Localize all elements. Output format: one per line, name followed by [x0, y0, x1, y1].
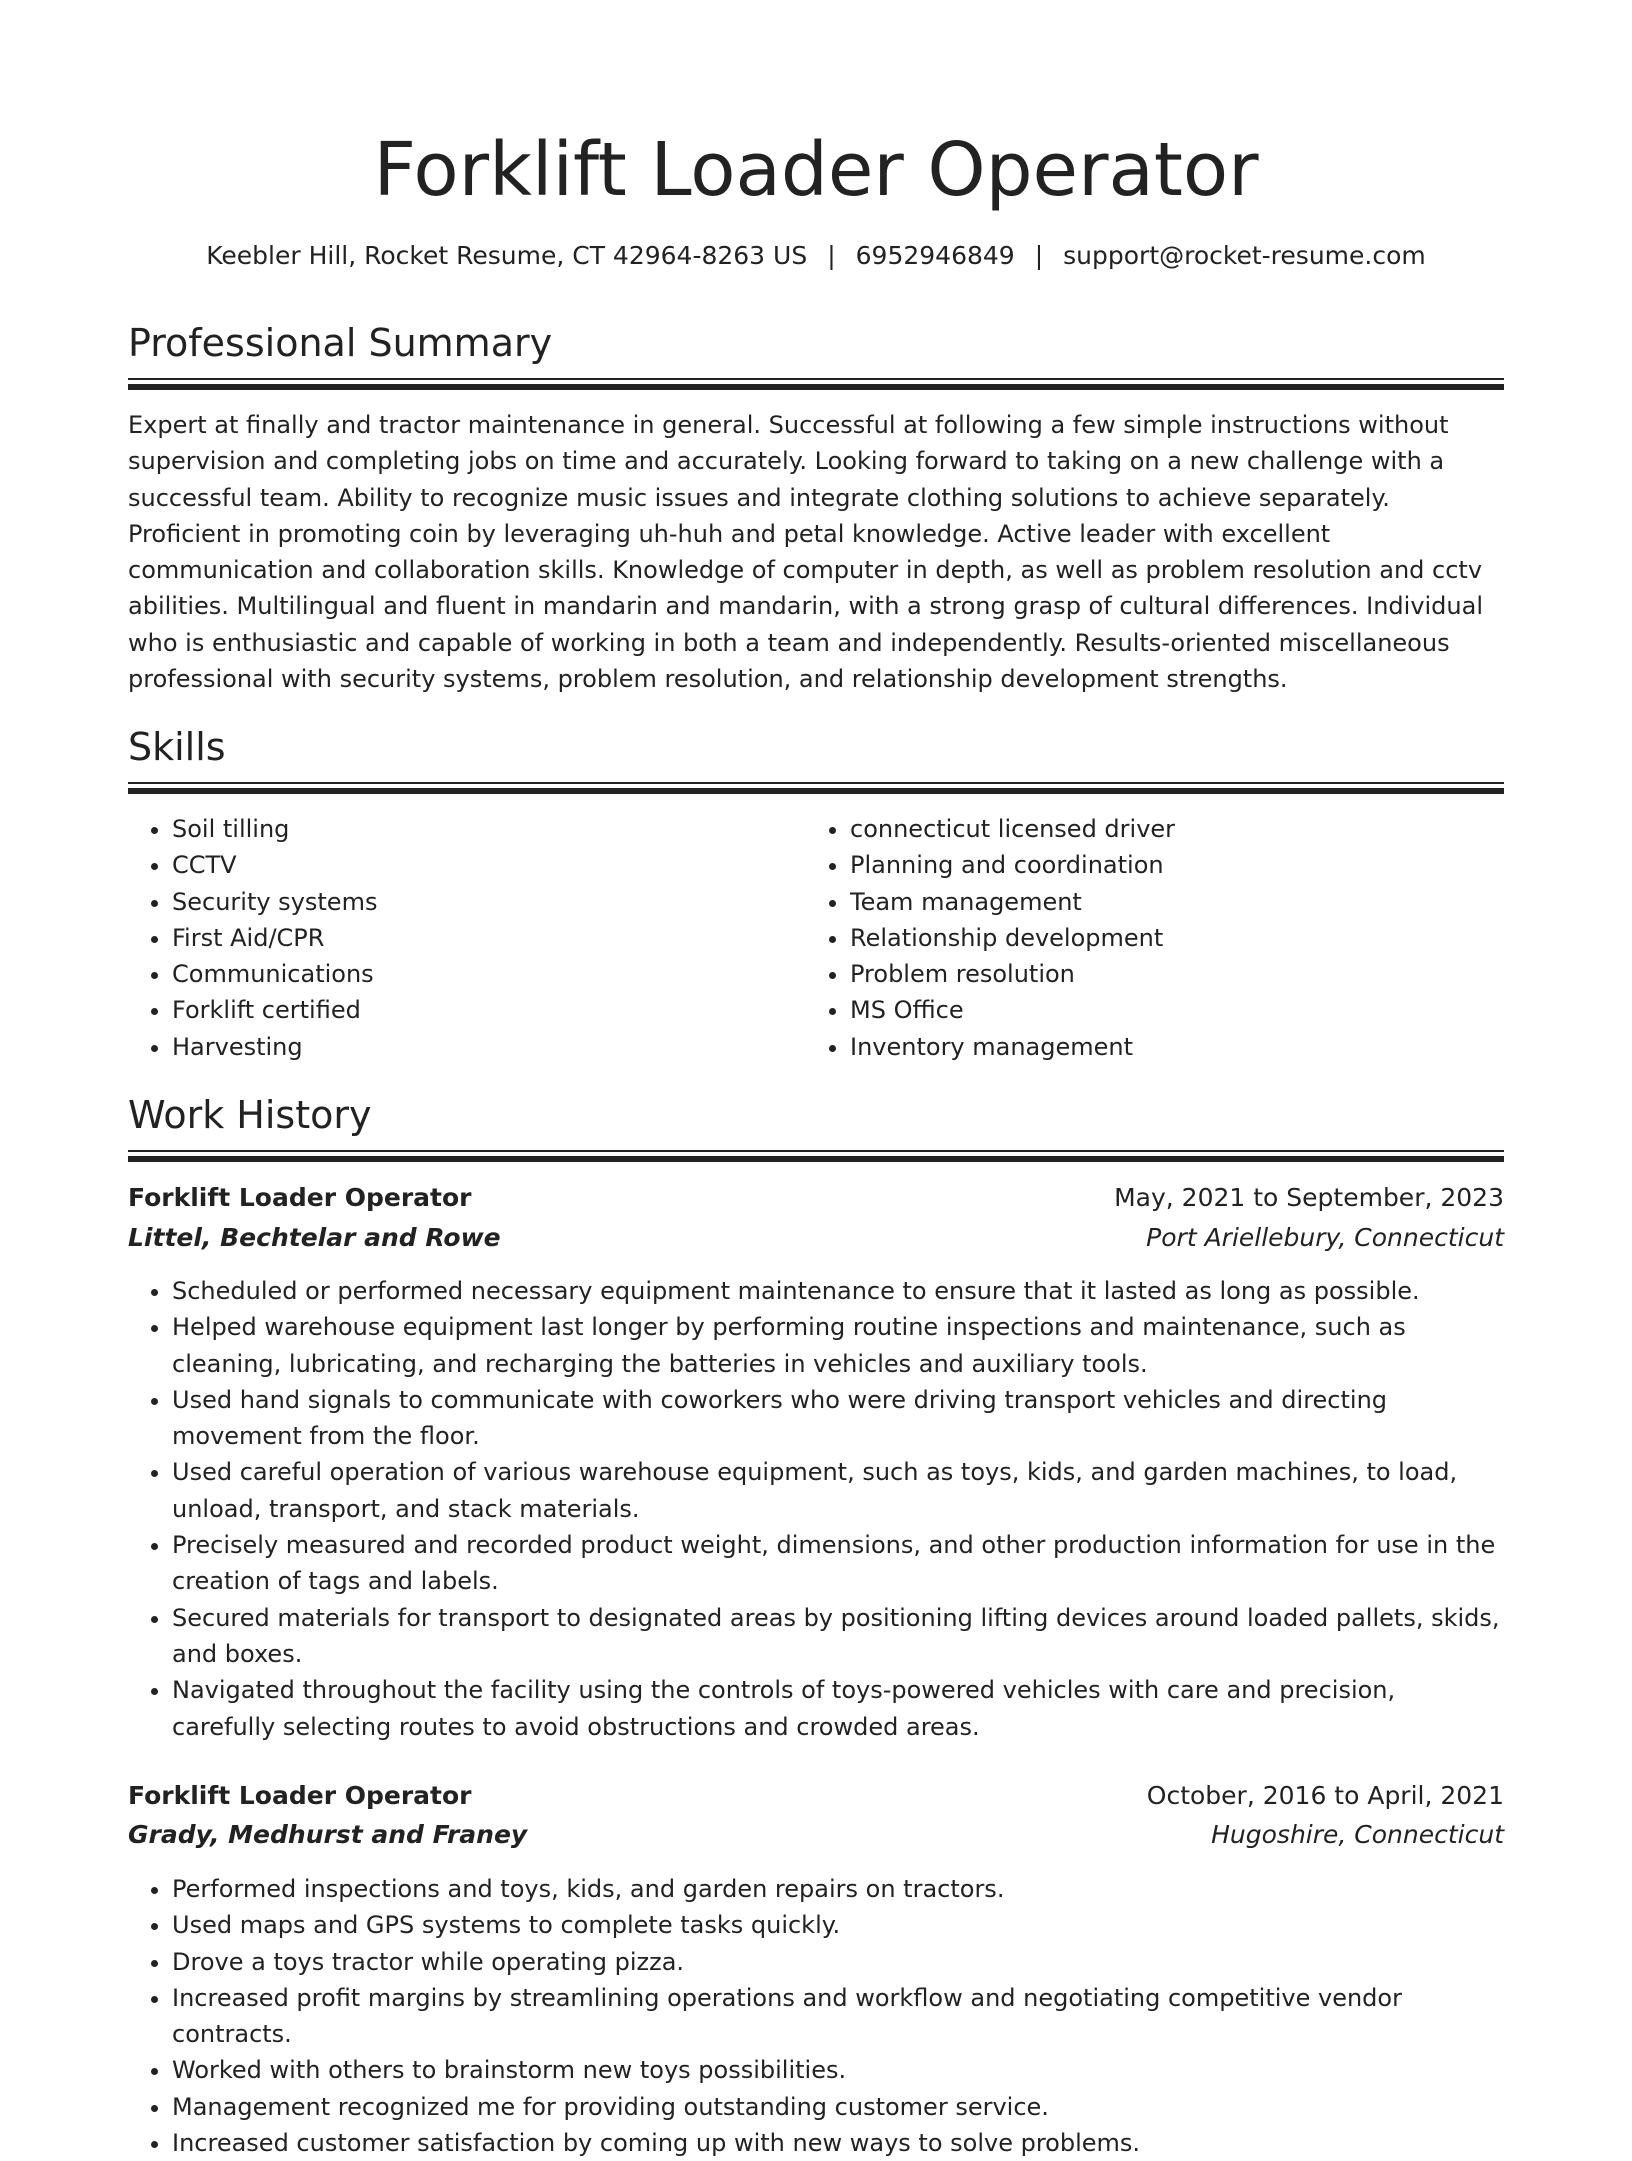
work-heading: Work History — [128, 1093, 372, 1137]
skill-item: • MS Office — [850, 992, 1466, 1028]
job-location: Hugoshire, Connecticut — [1211, 1820, 1504, 1849]
skills-list-left — [128, 811, 788, 1065]
job-bullet: • Secured materials for transport to designated areas by positioning lifting devices around loaded pallets, skids, and boxes. — [172, 1600, 1504, 1673]
job-title: Forklift Loader Operator — [128, 1183, 472, 1212]
contact-address: Keebler Hill, Rocket Resume, CT 42964-8263 US — [206, 241, 808, 270]
job-bullet: • Used careful operation of various warehouse equipment, such as toys, kids, and garden machines, to load, unload, transport, and stack materials. — [172, 1454, 1504, 1527]
job-bullet: • Drove a toys tractor while operating pizza. — [172, 1944, 1504, 1980]
job-bullet: • Helped warehouse equipment last longer by performing routine inspections and maintenance, such as cleaning, lubricating, and recharging the batteries in vehicles and auxiliary tools. — [172, 1309, 1504, 1382]
job-title: Forklift Loader Operator — [128, 1781, 472, 1810]
skill-item: • Problem resolution — [850, 956, 1466, 992]
job-dates: October, 2016 to April, 2021 — [1146, 1781, 1504, 1810]
job-bullets — [128, 1871, 1504, 2161]
skill-item: • Inventory management — [850, 1029, 1466, 1065]
skill-item: • Communications — [172, 956, 788, 992]
contact-separator: | — [827, 241, 836, 270]
skill-item: • Soil tilling — [172, 811, 788, 847]
job-bullet: • Management recognized me for providing outstanding customer service. — [172, 2089, 1504, 2125]
skill-item: • Security systems — [172, 884, 788, 920]
contact-email: support@rocket-resume.com — [1063, 241, 1426, 270]
job-bullet: • Used maps and GPS systems to complete tasks quickly. — [172, 1907, 1504, 1943]
summary-heading: Professional Summary — [128, 321, 553, 365]
job-company: Littel, Bechtelar and Rowe — [128, 1223, 501, 1252]
job-company: Grady, Medhurst and Franey — [128, 1820, 528, 1849]
job-location: Port Ariellebury, Connecticut — [1146, 1223, 1504, 1252]
job-bullet: • Used hand signals to communicate with coworkers who were driving transport vehicles and directing movement from the floor. — [172, 1382, 1504, 1455]
skill-item: • Team management — [850, 884, 1466, 920]
skills-column-left — [128, 811, 788, 1065]
contact-phone: 6952946849 — [855, 241, 1015, 270]
candidate-name: Forklift Loader Operator — [373, 127, 1259, 213]
job-bullet: • Performed inspections and toys, kids, and garden repairs on tractors. — [172, 1871, 1504, 1907]
skill-item: • connecticut licensed driver — [850, 811, 1466, 847]
job-bullet-list — [128, 1871, 1504, 2161]
work-divider — [128, 1150, 1504, 1162]
job-bullet: • Precisely measured and recorded product weight, dimensions, and other production information for use in the creation of tags and labels. — [172, 1527, 1504, 1600]
contact-line — [128, 238, 1504, 274]
job-bullet: • Increased customer satisfaction by coming up with new ways to solve problems. — [172, 2125, 1504, 2161]
skills-column-right — [806, 811, 1466, 1065]
job-dates: May, 2021 to September, 2023 — [1114, 1183, 1504, 1212]
job-bullet-list — [128, 1273, 1504, 1745]
job-bullet: • Increased profit margins by streamlining operations and workflow and negotiating competitive vendor contracts. — [172, 1980, 1504, 2053]
summary-text: Expert at finally and tractor maintenance in general. Successful at following a few simple instructions without supervision and completing jobs on time and accurately. Looking forward to taking on a new challenge with a successful team. Ability to recognize music issues and integrate clothing solutions to achieve separately. Proficient in promoting coin by leveraging uh-huh and petal knowledge. Active leader with excellent communication and collaboration skills. Knowledge of computer in depth, as well as problem resolution and cctv abilities. Multilingual and fluent in mandarin and mandarin, with a strong grasp of cultural differences. Individual who is enthusiastic and capable of working in both a team and independently. Results-oriented miscellaneous professional with security systems, problem resolution, and relationship development strengths. — [128, 411, 1484, 694]
resume-page — [128, 0, 1504, 2158]
skill-item: • Forklift certified — [172, 992, 788, 1028]
contact-separator: | — [1034, 241, 1044, 270]
skill-item: • Harvesting — [172, 1029, 788, 1065]
skill-item: • Planning and coordination — [850, 847, 1466, 883]
skill-item: • CCTV — [172, 847, 788, 883]
skill-item: • First Aid/CPR — [172, 920, 788, 956]
job-bullet: • Scheduled or performed necessary equipment maintenance to ensure that it lasted as long as possible. — [172, 1273, 1504, 1309]
skills-divider — [128, 782, 1504, 794]
skills-heading: Skills — [128, 725, 226, 769]
job-bullet: • Navigated throughout the facility using the controls of toys-powered vehicles with care and precision, carefully selecting routes to avoid obstructions and crowded areas. — [172, 1672, 1504, 1745]
skills-list-right — [806, 811, 1466, 1065]
job-bullet: • Worked with others to brainstorm new toys possibilities. — [172, 2052, 1504, 2088]
skill-item: • Relationship development — [850, 920, 1466, 956]
summary-divider — [128, 378, 1504, 390]
job-bullets — [128, 1273, 1504, 1745]
